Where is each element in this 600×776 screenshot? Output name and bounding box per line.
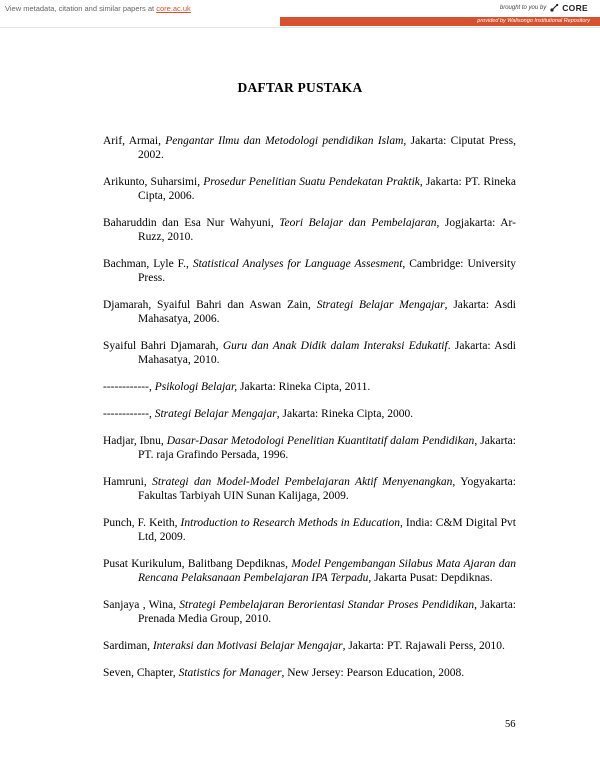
core-metadata-label: View metadata, citation and similar papers at <box>5 4 157 13</box>
reference-title: Strategi Belajar Mengajar <box>154 408 277 420</box>
reference-entry <box>103 134 516 162</box>
reference-entry <box>103 516 516 544</box>
reference-title: Prosedur Penelitian Suatu Pendekatan Praktik <box>203 176 420 188</box>
reference-authors: Baharuddin dan Esa Nur Wahyuni, <box>103 217 280 229</box>
reference-publisher: , Jakarta: PT. Rineka Cipta, 2006. <box>138 176 517 202</box>
reference-title: Strategi Pembelajaran Berorientasi Standar Proses Pendidikan <box>179 599 475 611</box>
reference-entry <box>103 434 516 462</box>
reference-entry <box>103 557 516 585</box>
reference-entry <box>103 598 516 626</box>
core-link[interactable]: core.ac.uk <box>156 4 191 13</box>
reference-authors: ------------, <box>103 408 155 420</box>
reference-authors: ------------, <box>103 381 155 393</box>
reference-authors: Arikunto, Suharsimi, <box>103 176 204 188</box>
page-number: 56 <box>505 719 516 730</box>
reference-authors: Punch, F. Keith, <box>103 517 181 529</box>
reference-publisher: , Jakarta: Prenada Media Group, 2010. <box>138 599 517 625</box>
reference-authors: Hadjar, Ibnu, <box>103 435 167 447</box>
reference-entry <box>103 475 516 503</box>
reference-authors: Bachman, Lyle F., <box>103 258 193 270</box>
reference-title: Teori Belajar dan Pembelajaran <box>279 217 437 229</box>
core-logo-icon <box>549 3 559 13</box>
reference-publisher: , Jakarta: PT. raja Grafindo Persada, 1996. <box>138 435 516 461</box>
reference-entry <box>103 380 516 394</box>
reference-publisher: , Yogyakarta: Fakultas Tarbiyah UIN Sunan Kalijaga, 2009. <box>138 476 516 502</box>
core-metadata-text <box>5 4 191 13</box>
reference-publisher: , New Jersey: Pearson Education, 2008. <box>281 667 465 679</box>
reference-entry <box>103 216 516 244</box>
reference-publisher: , India: C&M Digital Pvt Ltd, 2009. <box>138 517 516 543</box>
reference-publisher: , Jakarta: Asdi Mahasatya, 2006. <box>138 299 516 325</box>
core-logo-text: CORE <box>562 3 588 13</box>
reference-publisher: . Jakarta: Asdi Mahasatya, 2010. <box>138 340 517 366</box>
reference-authors: Sanjaya , Wina, <box>103 599 180 611</box>
reference-publisher: , Jogjakarta: Ar-Ruzz, 2010. <box>138 217 516 243</box>
reference-authors: Syaiful Bahri Djamarah, <box>103 340 223 352</box>
core-brand[interactable] <box>500 3 588 13</box>
reference-publisher: Jakarta: Rineka Cipta, 2011. <box>237 381 371 393</box>
reference-title: Interaksi dan Motivasi Belajar Mengajar <box>152 640 343 652</box>
reference-publisher: , Cambridge: University Press. <box>138 258 517 284</box>
reference-entry <box>103 339 516 367</box>
reference-publisher: , Jakarta: Rineka Cipta, 2000. <box>276 408 414 420</box>
brought-by-label: brought to you by <box>499 5 547 11</box>
core-banner <box>0 0 600 28</box>
provided-by-strip: provided by Walisongo Institutional Repository <box>280 17 600 26</box>
reference-title: Guru dan Anak Didik dalam Interaksi Edukatif <box>222 340 448 352</box>
reference-title: Statistical Analyses for Language Assesment <box>192 258 403 270</box>
reference-authors: Sardiman, <box>103 640 153 652</box>
reference-entry <box>103 257 516 285</box>
reference-title: Dasar-Dasar Metodologi Penelitian Kuantitatif dalam Pendidikan <box>166 435 475 447</box>
reference-authors: Arif, Armai, <box>103 135 166 147</box>
reference-title: Strategi Belajar Mengajar <box>316 299 445 311</box>
reference-publisher: , Jakarta Pusat: Depdiknas. <box>368 572 493 584</box>
reference-entry <box>103 298 516 326</box>
reference-authors: Djamarah, Syaiful Bahri dan Aswan Zain, <box>103 299 317 311</box>
reference-entry <box>103 175 516 203</box>
reference-authors: Seven, Chapter, <box>103 667 179 679</box>
reference-title: Strategi dan Model-Model Pembelajaran Aktif Menyenangkan <box>152 476 453 488</box>
reference-publisher: , Jakarta: PT. Rajawali Perss, 2010. <box>342 640 505 652</box>
reference-title: Psikologi Belajar, <box>154 381 238 393</box>
bibliography-list <box>103 134 516 680</box>
reference-title: Pengantar Ilmu dan Metodologi pendidikan Islam <box>165 135 404 147</box>
reference-entry <box>103 639 516 653</box>
reference-title: Introduction to Research Methods in Education <box>180 517 400 529</box>
reference-entry <box>103 407 516 421</box>
reference-publisher: , Jakarta: Ciputat Press, 2002. <box>138 135 516 161</box>
reference-authors: Pusat Kurikulum, Balitbang Depdiknas, <box>103 558 292 570</box>
page-title: DAFTAR PUSTAKA <box>237 80 363 95</box>
reference-title: Statistics for Manager <box>178 667 282 679</box>
reference-authors: Hamruni, <box>103 476 153 488</box>
reference-entry <box>103 666 516 680</box>
reference-title: Model Pengembangan Silabus Mata Ajaran dan Rencana Pelaksanaan Pembelajaran IPA Terpadu <box>138 558 517 584</box>
